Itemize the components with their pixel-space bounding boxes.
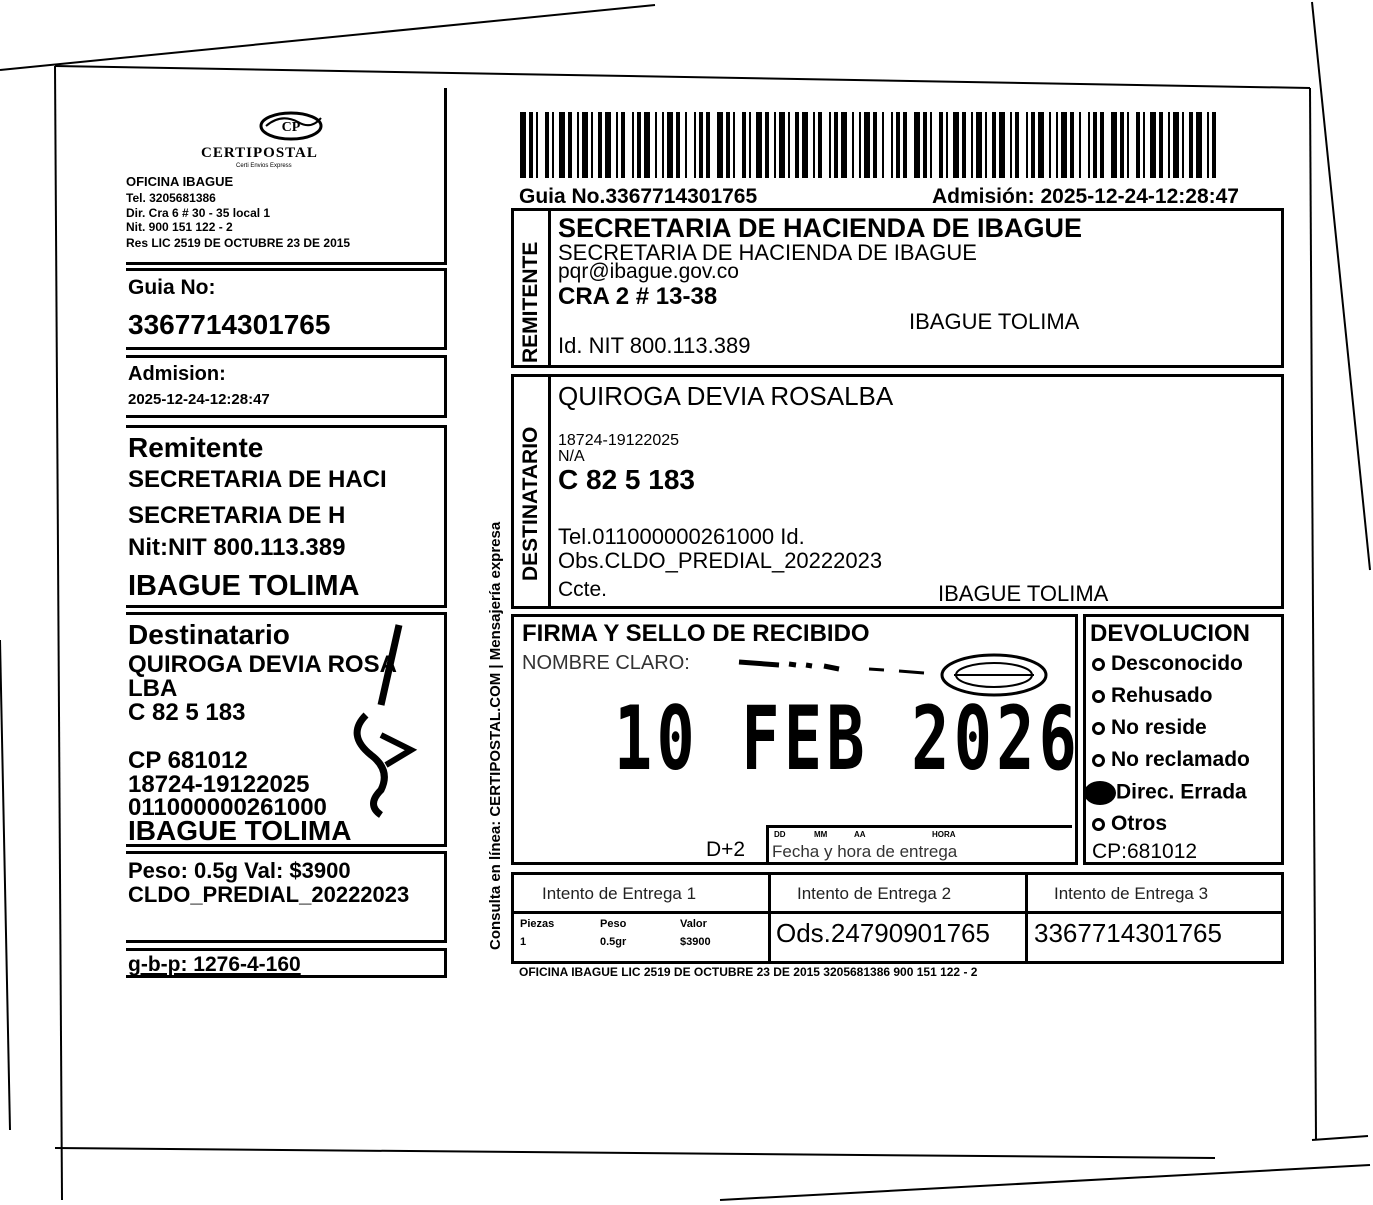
aa-label: AA <box>854 830 866 839</box>
barcode-bar <box>992 112 996 178</box>
hora-label: HORA <box>932 830 956 839</box>
barcode-bar <box>985 112 987 178</box>
valor-value: $3900 <box>680 936 711 948</box>
office-box <box>126 88 447 265</box>
barcode-bar <box>930 112 932 178</box>
barcode-bar <box>1088 112 1090 178</box>
barcode-bar <box>726 112 730 178</box>
header-guia: Guia No.3367714301765 <box>519 185 758 208</box>
barcode-bar <box>1070 112 1074 178</box>
dest-obs: Obs.CLDO_PREDIAL_20222023 <box>558 548 883 573</box>
barcode-bar <box>923 112 927 178</box>
logo-tagline: Certi Envios Express <box>236 163 292 169</box>
barcode-bar <box>1049 112 1051 178</box>
obs-left: CLDO_PREDIAL_20222023 <box>128 882 410 907</box>
dest-cp: CP 681012 <box>128 747 248 774</box>
peso-val: Peso: 0.5g Val: $3900 <box>128 858 351 883</box>
barcode-bar <box>1143 112 1145 178</box>
stamp-date: 10 FEB 2026 <box>614 687 1082 790</box>
devolucion-option-0[interactable] <box>1092 653 1243 674</box>
radio-filled-icon <box>1084 781 1116 805</box>
barcode <box>520 112 1220 182</box>
barcode-bar <box>685 112 687 178</box>
barcode-bar <box>545 112 549 178</box>
destinatario-panel <box>511 374 1284 609</box>
barcode-bar <box>605 112 611 178</box>
barcode-bar <box>568 112 572 178</box>
barcode-bar <box>834 112 838 178</box>
dest-tel: Tel.011000000261000 Id. <box>558 524 805 549</box>
radio-icon <box>1092 658 1105 671</box>
barcode-bar <box>536 112 538 178</box>
barcode-bar <box>999 112 1005 178</box>
barcode-bar <box>788 112 790 178</box>
barcode-bar <box>864 112 870 178</box>
radio-icon <box>1092 690 1105 703</box>
dplus: D+2 <box>706 838 746 861</box>
logo-brand: CERTIPOSTAL <box>201 145 318 161</box>
remitente-id: Id. NIT 800.113.389 <box>558 333 751 358</box>
barcode-bar <box>1010 112 1012 178</box>
barcode-bar <box>1150 112 1156 178</box>
barcode-bar <box>637 112 641 178</box>
barcode-bar <box>598 112 602 178</box>
office-nit: Nit. 900 151 122 - 2 <box>126 220 233 234</box>
barcode-bar <box>717 112 723 178</box>
barcode-bar <box>813 112 815 178</box>
dest-name2: LBA <box>128 675 178 702</box>
devolucion-option-1[interactable] <box>1092 685 1213 706</box>
peso-box <box>126 851 447 943</box>
barcode-bar <box>582 112 588 178</box>
remitente-label: Remitente <box>128 432 264 463</box>
barcode-bar <box>552 112 554 178</box>
office-name: OFICINA IBAGUE <box>126 174 234 189</box>
destinatario-box <box>126 612 447 847</box>
barcode-bar <box>655 112 657 178</box>
barcode-bar <box>971 112 973 178</box>
barcode-bar <box>529 112 533 178</box>
barcode-bar <box>632 112 634 178</box>
barcode-bar <box>852 112 854 178</box>
barcode-bar <box>891 112 893 178</box>
svg-text:CP: CP <box>281 120 301 135</box>
remitente-vertical-label: REMITENTE <box>519 241 542 363</box>
firma-nombre: NOMBRE CLARO: <box>522 652 690 674</box>
devolucion-option-5[interactable] <box>1092 813 1167 834</box>
devolucion-panel <box>1083 614 1284 865</box>
dest-city: IBAGUE TOLIMA <box>128 815 352 846</box>
barcode-bar <box>616 112 618 178</box>
barcode-bar <box>1031 112 1035 178</box>
destinatario-vertical-label: DESTINATARIO <box>519 426 542 581</box>
barcode-bar <box>946 112 948 178</box>
barcode-bar <box>774 112 776 178</box>
barcode-bar <box>914 112 920 178</box>
valor-label: Valor <box>680 918 707 930</box>
barcode-bar <box>694 112 696 178</box>
devolucion-option-3[interactable] <box>1092 749 1250 770</box>
barcode-bar <box>1196 112 1202 178</box>
intento-2: Intento de Entrega 2 <box>797 884 952 903</box>
devolucion-option-4[interactable] <box>1092 781 1247 805</box>
remitente-panel <box>511 208 1284 368</box>
barcode-bar <box>859 112 861 178</box>
barcode-bar <box>1127 112 1129 178</box>
barcode-bar <box>896 112 900 178</box>
dest-name: QUIROGA DEVIA ROSALBA <box>558 381 894 411</box>
barcode-bar <box>795 112 799 178</box>
barcode-bar <box>962 112 966 178</box>
guia-value: 3367714301765 <box>128 309 331 340</box>
barcode-bar <box>1173 112 1179 178</box>
barcode-bar <box>1061 112 1067 178</box>
barcode-bar <box>756 112 762 178</box>
barcode-bar <box>1026 112 1028 178</box>
devolucion-option-label: Direc. Errada <box>1116 780 1247 804</box>
barcode-bar <box>520 112 526 178</box>
barcode-bar <box>1189 112 1193 178</box>
dest-phone: 011000000261000 <box>128 794 327 821</box>
barcode-bar <box>953 112 959 178</box>
peso-value: 0.5gr <box>600 936 627 948</box>
devolucion-option-label: Desconocido <box>1111 652 1243 675</box>
devolucion-option-label: No reside <box>1111 716 1207 739</box>
barcode-bar <box>591 112 593 178</box>
gbp-box <box>126 948 447 978</box>
barcode-bar <box>733 112 735 178</box>
barcode-bar <box>829 112 831 178</box>
dest-ref-panel: 18724-19122025 <box>558 432 680 449</box>
dest-address: C 82 5 183 <box>128 699 246 726</box>
barcode-bar <box>577 112 579 178</box>
barcode-bar <box>1168 112 1170 178</box>
barcode-bar <box>1159 112 1163 178</box>
barcode-bar <box>903 112 907 178</box>
fecha-label: Fecha y hora de entrega <box>772 842 958 861</box>
devolucion-title: DEVOLUCION <box>1090 620 1251 647</box>
dest-city-panel: IBAGUE TOLIMA <box>938 581 1109 606</box>
peso-label: Peso <box>600 918 627 930</box>
barcode-bar <box>1212 112 1216 178</box>
barcode-bar <box>882 112 884 178</box>
devolucion-cp: CP:681012 <box>1092 840 1198 863</box>
remitente-name: SECRETARIA DE HACIENDA DE IBAGUE <box>558 213 1083 243</box>
barcode-bar <box>802 112 808 178</box>
barcode-bar <box>779 112 785 178</box>
devolucion-option-label: No reclamado <box>1111 748 1250 771</box>
remitente-city: IBAGUE TOLIMA <box>909 309 1080 334</box>
side-text: Consulta en línea: CERTIPOSTAL.COM | Mensajería expresa <box>487 521 504 950</box>
barcode-bar <box>841 112 847 178</box>
remitente-box <box>126 425 447 608</box>
barcode-bar <box>621 112 625 178</box>
handwritten-mark <box>311 615 441 825</box>
barcode-bar <box>818 112 822 178</box>
mm-label: MM <box>814 830 828 839</box>
intento-1: Intento de Entrega 1 <box>542 884 697 903</box>
ods: Ods.24790901765 <box>776 918 990 948</box>
barcode-bar <box>699 112 703 178</box>
barcode-bar <box>1100 112 1104 178</box>
remitente-email: pqr@ibague.gov.co <box>558 260 739 283</box>
dest-address-panel: C 82 5 183 <box>558 464 695 495</box>
remitente-line2: SECRETARIA DE H <box>128 502 346 529</box>
remitente-line1: SECRETARIA DE HACI <box>128 466 387 493</box>
remitente-name2: SECRETARIA DE HACIENDA DE IBAGUE <box>558 240 977 265</box>
header-admision: Admisión: 2025-12-24-12:28:47 <box>932 185 1239 208</box>
intento-3: Intento de Entrega 3 <box>1054 884 1209 903</box>
intento-guia: 3367714301765 <box>1034 918 1222 948</box>
devolucion-option-label: Otros <box>1111 812 1168 835</box>
devolucion-option-label: Rehusado <box>1111 684 1213 707</box>
barcode-bar <box>742 112 746 178</box>
barcode-bar <box>765 112 769 178</box>
office-address: Dir. Cra 6 # 30 - 35 local 1 <box>126 206 271 220</box>
admision-label: Admision: <box>128 363 226 385</box>
radio-icon <box>1092 754 1105 767</box>
barcode-bar <box>1182 112 1184 178</box>
barcode-bar <box>644 112 650 178</box>
barcode-bar <box>1136 112 1140 178</box>
office-resolution: Res LIC 2519 DE OCTUBRE 23 DE 2015 <box>126 236 351 250</box>
barcode-bar <box>676 112 680 178</box>
dest-na: N/A <box>558 448 585 465</box>
piezas-value: 1 <box>520 936 527 948</box>
remitente-nit: Nit:NIT 800.113.389 <box>128 534 346 561</box>
barcode-bar <box>1079 112 1081 178</box>
firma-panel <box>511 614 1082 865</box>
barcode-bar <box>976 112 982 178</box>
barcode-bar <box>1093 112 1097 178</box>
intentos-panel <box>511 872 1284 964</box>
barcode-bar <box>873 112 877 178</box>
barcode-bar <box>1207 112 1209 178</box>
dest-ref: 18724-19122025 <box>128 771 310 798</box>
barcode-bar <box>1111 112 1117 178</box>
firma-title: FIRMA Y SELLO DE RECIBIDO <box>522 620 870 647</box>
admision-value: 2025-12-24-12:28:47 <box>128 391 270 408</box>
destinatario-label: Destinatario <box>128 619 290 650</box>
remitente-address: CRA 2 # 13-38 <box>558 283 718 310</box>
barcode-bar <box>749 112 751 178</box>
dest-name1: QUIROGA DEVIA ROSA <box>128 651 397 678</box>
footer-text: OFICINA IBAGUE LIC 2519 DE OCTUBRE 23 DE 2015 3205681386 900 151 122 - 2 <box>519 965 978 979</box>
office-tel: Tel. 3205681386 <box>126 191 216 205</box>
barcode-bar <box>1056 112 1058 178</box>
guia-label: Guia No: <box>128 276 216 299</box>
devolucion-option-2[interactable] <box>1092 717 1207 738</box>
gbp: g-b-p: 1276-4-160 <box>128 953 301 976</box>
radio-icon <box>1092 818 1105 831</box>
barcode-bar <box>1038 112 1044 178</box>
piezas-label: Piezas <box>520 918 555 930</box>
barcode-bar <box>939 112 943 178</box>
barcode-bar <box>1120 112 1124 178</box>
barcode-bar <box>706 112 710 178</box>
remitente-city: IBAGUE TOLIMA <box>128 570 360 602</box>
dd-label: DD <box>774 830 786 839</box>
dest-ccte: Ccte. <box>558 578 608 601</box>
barcode-bar <box>667 112 673 178</box>
admision-box <box>126 355 447 418</box>
barcode-bar <box>662 112 664 178</box>
radio-icon <box>1092 722 1105 735</box>
barcode-bar <box>1015 112 1019 178</box>
guia-box <box>126 268 447 350</box>
barcode-bar <box>559 112 565 178</box>
